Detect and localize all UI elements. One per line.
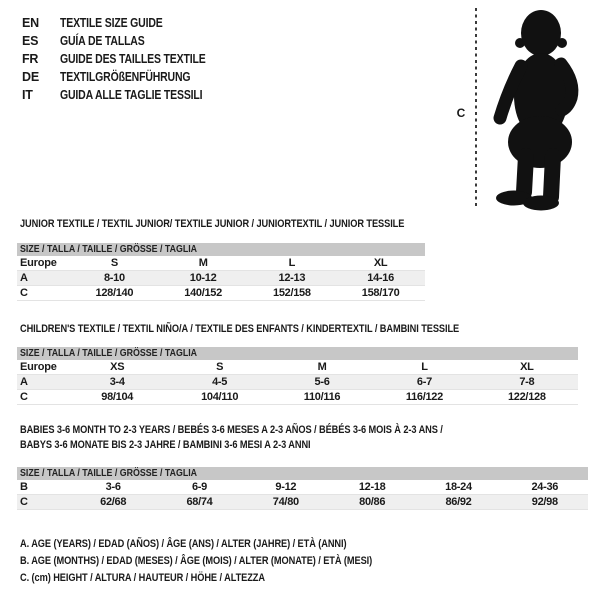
table-cell: 62/68	[100, 496, 127, 508]
footnote-line: C. (cm) HEIGHT / ALTURA / HAUTEUR / HÖHE / ALTEZZA	[20, 572, 265, 584]
row-label: Europe	[20, 257, 57, 269]
height-figure	[440, 0, 600, 215]
table-cell: 4-5	[212, 376, 228, 388]
height-dotted-line	[475, 8, 477, 206]
table-cell: 3-6	[105, 481, 121, 493]
table-cell: 68/74	[186, 496, 213, 508]
table-cell: 18-24	[445, 481, 472, 493]
table-row	[17, 480, 588, 495]
size-header-bar	[17, 467, 588, 480]
table-cell: 98/104	[101, 391, 134, 403]
row-label: Europe	[20, 361, 57, 373]
language-label: TEXTILGRÖßENFÜHRUNG	[60, 70, 191, 84]
section-title-line: BABIES 3-6 MONTH TO 2-3 YEARS / BEBÉS 3-6 MESES A 2-3 AÑOS / BÉBÉS 3-6 MOIS À 2-3 ANS /	[20, 424, 443, 436]
table-cell: M	[317, 361, 327, 373]
table-cell: 10-12	[189, 272, 217, 284]
size-header-text: SIZE / TALLA / TAILLE / GRÖSSE / TAGLIA	[20, 347, 198, 359]
section-title	[20, 322, 543, 337]
language-code: EN	[22, 16, 39, 30]
table-row	[17, 375, 578, 390]
size-header-bar	[17, 347, 578, 360]
row-label: A	[20, 272, 28, 284]
table-cell: S	[110, 257, 118, 269]
language-label: GUÍA DE TALLAS	[60, 34, 145, 48]
table-cell: L	[288, 257, 296, 269]
section-title-line: JUNIOR TEXTILE / TEXTIL JUNIOR/ TEXTILE JUNIOR / JUNIORTEXTIL / JUNIOR TESSILE	[20, 218, 405, 230]
baby-silhouette-icon	[487, 6, 591, 211]
language-row	[22, 86, 233, 104]
table-cell: XS	[110, 361, 125, 373]
table-cell: 80/86	[359, 496, 386, 508]
size-header-text: SIZE / TALLA / TAILLE / GRÖSSE / TAGLIA	[20, 243, 198, 255]
table-cell: 104/110	[201, 391, 239, 403]
section-title-line: BABYS 3-6 MONATE BIS 2-3 JAHRE / BAMBINI 3-6 MESI A 2-3 ANNI	[20, 439, 311, 451]
language-row	[22, 32, 233, 50]
table-cell: 74/80	[272, 496, 299, 508]
table-cell: 116/122	[405, 391, 443, 403]
language-label: GUIDA ALLE TAGLIE TESSILI	[60, 88, 203, 102]
table-row	[17, 286, 425, 301]
size-header-text: SIZE / TALLA / TAILLE / GRÖSSE / TAGLIA	[20, 467, 198, 479]
size-table	[17, 243, 425, 301]
table-cell: 5-6	[314, 376, 330, 388]
table-cell: S	[216, 361, 224, 373]
row-label: B	[20, 481, 28, 493]
section-title	[20, 217, 478, 232]
table-cell: 122/128	[507, 391, 546, 403]
table-cell: 140/152	[184, 287, 222, 299]
footnote-line: B. AGE (MONTHS) / EDAD (MESES) / ÂGE (MOIS) / ALTER (MONATE) / ETÀ (MESI)	[20, 555, 373, 567]
table-cell: 158/170	[361, 287, 400, 299]
row-label: C	[20, 496, 28, 508]
table-cell: 9-12	[275, 481, 297, 493]
table-cell: 14-16	[367, 272, 394, 284]
table-cell: XL	[520, 361, 534, 373]
table-cell: 152/158	[273, 287, 311, 299]
table-cell: 128/140	[95, 287, 134, 299]
table-cell: 3-4	[109, 376, 125, 388]
table-cell: L	[421, 361, 428, 373]
table-cell: 12-18	[358, 481, 386, 493]
table-cell: 24-36	[531, 481, 559, 493]
table-row	[17, 360, 578, 375]
size-table	[17, 467, 588, 510]
table-cell: 6-7	[416, 376, 432, 388]
section-title	[20, 423, 523, 453]
language-list	[22, 14, 233, 104]
section-title-line: CHILDREN'S TEXTILE / TEXTIL NIÑO/A / TEXTILE DES ENFANTS / KINDERTEXTIL / BAMBINI TESSILE	[20, 323, 460, 335]
language-row	[22, 14, 233, 32]
row-label: C	[20, 287, 28, 299]
table-cell: 12-13	[278, 272, 306, 284]
language-code: DE	[22, 70, 39, 84]
table-row	[17, 495, 588, 510]
footnotes	[20, 536, 439, 587]
row-label: A	[20, 376, 28, 388]
language-row	[22, 50, 233, 68]
table-cell: M	[198, 257, 208, 269]
table-cell: 7-8	[519, 376, 535, 388]
size-table	[17, 347, 578, 405]
table-cell: 6-9	[191, 481, 207, 493]
table-cell: 86/92	[445, 496, 472, 508]
footnote-line: A. AGE (YEARS) / EDAD (AÑOS) / ÂGE (ANS) / ALTER (JAHRE) / ETÀ (ANNI)	[20, 538, 347, 550]
table-cell: 110/116	[303, 391, 341, 403]
language-label: GUIDE DES TAILLES TEXTILE	[60, 52, 206, 66]
table-row	[17, 390, 578, 405]
table-row	[17, 256, 425, 271]
height-measure-label: C	[456, 106, 466, 120]
language-label: TEXTILE SIZE GUIDE	[60, 16, 163, 30]
table-row	[17, 271, 425, 286]
row-label: C	[20, 391, 28, 403]
language-code: FR	[22, 52, 39, 66]
size-header-bar	[17, 243, 425, 256]
table-cell: 8-10	[103, 272, 125, 284]
table-cell: XL	[373, 257, 388, 269]
language-code: ES	[22, 34, 39, 48]
language-row	[22, 68, 233, 86]
language-code: IT	[22, 88, 33, 102]
table-cell: 92/98	[531, 496, 558, 508]
